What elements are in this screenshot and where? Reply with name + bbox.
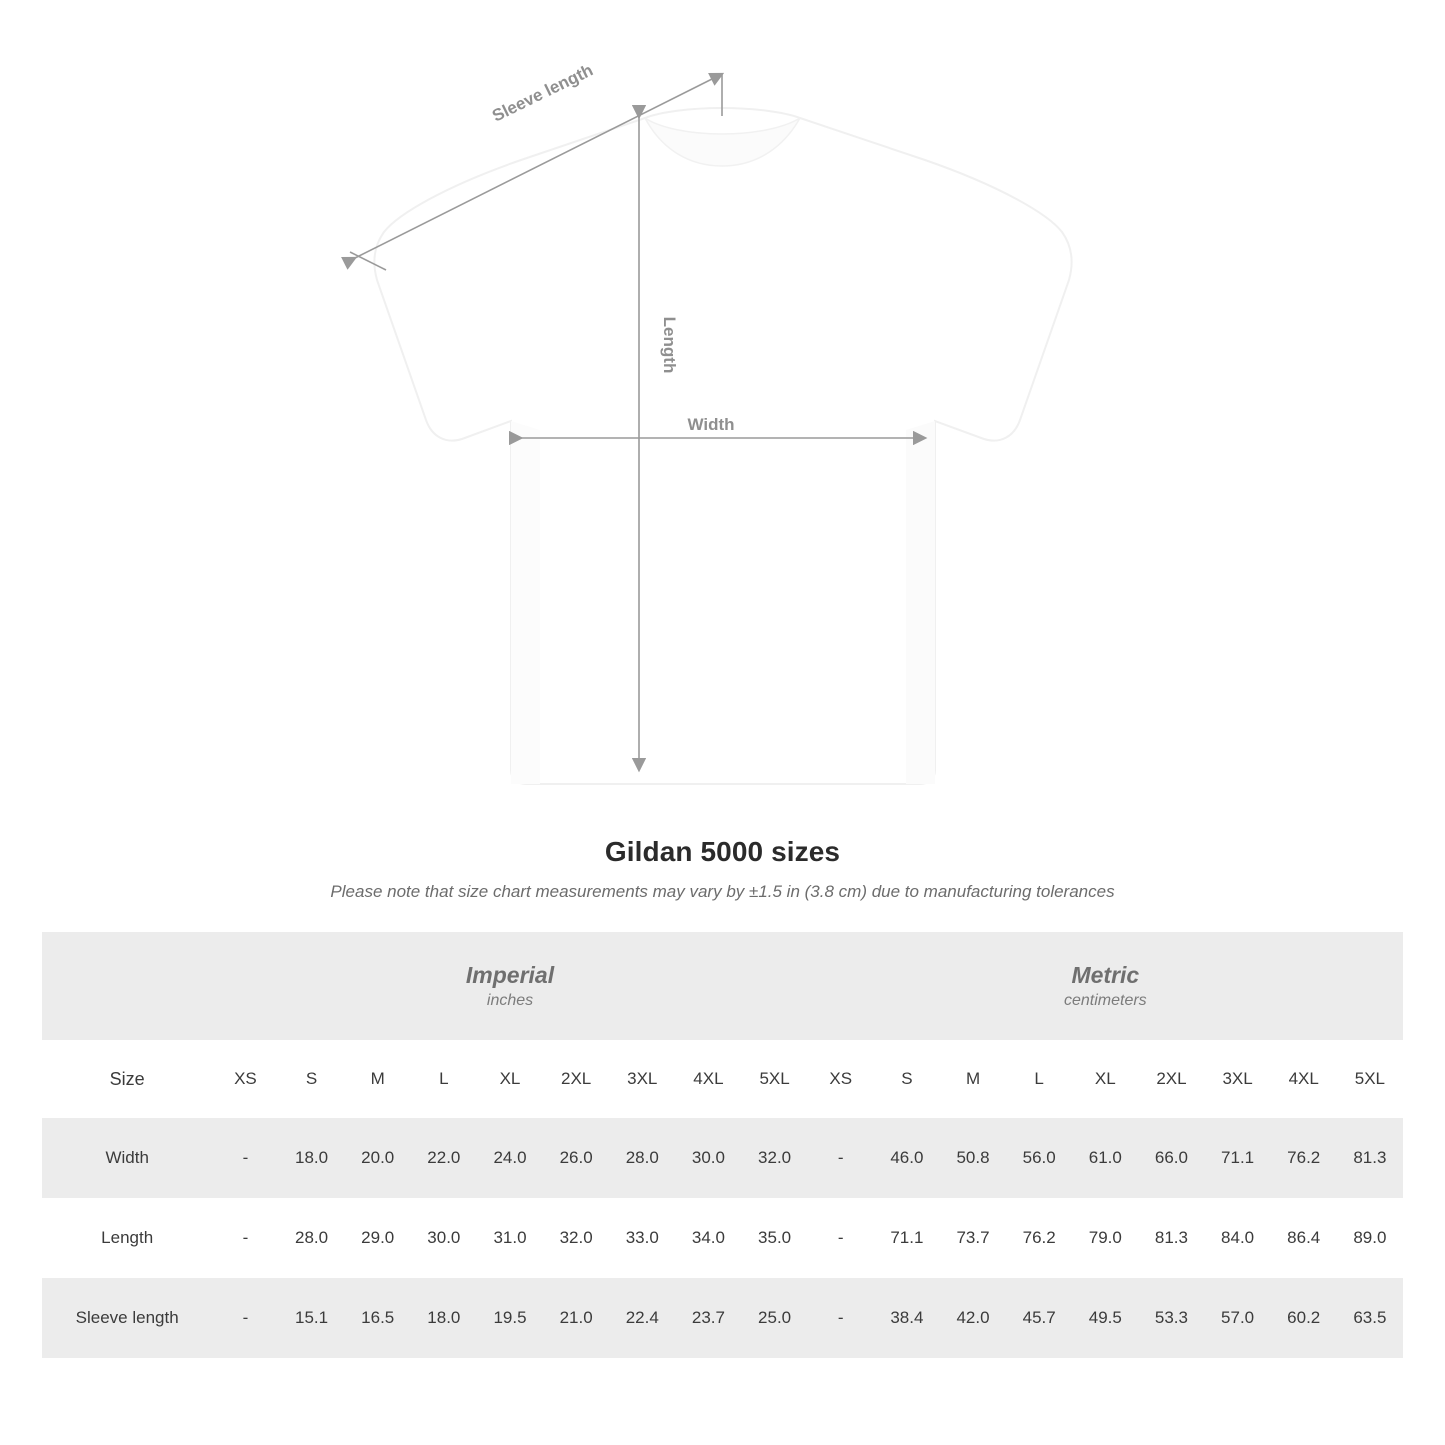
cell-width-imperial-xs: - (212, 1118, 278, 1198)
cell-width-metric-3xl: 71.1 (1205, 1118, 1271, 1198)
cell-width-imperial-xl: 24.0 (477, 1118, 543, 1198)
size-header-metric-5xl: 5XL (1337, 1040, 1403, 1118)
width-label: Width (687, 415, 735, 434)
cell-width-metric-2xl: 66.0 (1138, 1118, 1204, 1198)
chart-header (0, 836, 1445, 902)
cell-width-metric-xs: - (808, 1118, 874, 1198)
unit-header-metric (808, 932, 1403, 1040)
cell-width-metric-s: 46.0 (874, 1118, 940, 1198)
cell-length-metric-s: 71.1 (874, 1198, 940, 1278)
cell-sleeve-metric-4xl: 60.2 (1271, 1278, 1337, 1358)
cell-width-imperial-s: 18.0 (279, 1118, 345, 1198)
unit-header-row (42, 932, 1403, 1040)
cell-length-metric-5xl: 89.0 (1337, 1198, 1403, 1278)
cell-sleeve-imperial-3xl: 22.4 (609, 1278, 675, 1358)
cell-length-imperial-4xl: 34.0 (675, 1198, 741, 1278)
cell-length-metric-m: 73.7 (940, 1198, 1006, 1278)
size-header-metric-3xl: 3XL (1205, 1040, 1271, 1118)
size-header-imperial-xl: XL (477, 1040, 543, 1118)
cell-width-metric-l: 56.0 (1006, 1118, 1072, 1198)
size-header-metric-s: S (874, 1040, 940, 1118)
cell-sleeve-imperial-xs: - (212, 1278, 278, 1358)
cell-sleeve-imperial-5xl: 25.0 (741, 1278, 807, 1358)
cell-sleeve-metric-xl: 49.5 (1072, 1278, 1138, 1358)
size-header-imperial-5xl: 5XL (741, 1040, 807, 1118)
cell-sleeve-metric-3xl: 57.0 (1205, 1278, 1271, 1358)
cell-sleeve-metric-xs: - (808, 1278, 874, 1358)
table-row (42, 1198, 1403, 1278)
tshirt-shape (374, 108, 1071, 784)
unit-name-metric: Metric (1071, 961, 1140, 988)
cell-sleeve-metric-l: 45.7 (1006, 1278, 1072, 1358)
cell-sleeve-imperial-2xl: 21.0 (543, 1278, 609, 1358)
cell-sleeve-metric-2xl: 53.3 (1138, 1278, 1204, 1358)
cell-sleeve-imperial-xl: 19.5 (477, 1278, 543, 1358)
cell-width-metric-xl: 61.0 (1072, 1118, 1138, 1198)
cell-length-metric-l: 76.2 (1006, 1198, 1072, 1278)
unit-header-corner (42, 932, 212, 1040)
cell-width-imperial-4xl: 30.0 (675, 1118, 741, 1198)
size-header-imperial-l: L (411, 1040, 477, 1118)
cell-length-imperial-l: 30.0 (411, 1198, 477, 1278)
chart-note: Please note that size chart measurements may vary by ±1.5 in (3.8 cm) due to manufacturing tolerances (330, 882, 1115, 901)
cell-sleeve-imperial-4xl: 23.7 (675, 1278, 741, 1358)
size-header-label: Size (42, 1040, 212, 1118)
cell-length-imperial-s: 28.0 (279, 1198, 345, 1278)
cell-width-imperial-2xl: 26.0 (543, 1118, 609, 1198)
size-header-metric-4xl: 4XL (1271, 1040, 1337, 1118)
size-header-imperial-3xl: 3XL (609, 1040, 675, 1118)
size-header-metric-m: M (940, 1040, 1006, 1118)
size-header-imperial-m: M (345, 1040, 411, 1118)
cell-width-imperial-5xl: 32.0 (741, 1118, 807, 1198)
size-table-wrap (42, 932, 1403, 1358)
cell-width-metric-5xl: 81.3 (1337, 1118, 1403, 1198)
cell-sleeve-metric-m: 42.0 (940, 1278, 1006, 1358)
cell-sleeve-metric-5xl: 63.5 (1337, 1278, 1403, 1358)
cell-length-metric-3xl: 84.0 (1205, 1198, 1271, 1278)
cell-length-imperial-5xl: 35.0 (741, 1198, 807, 1278)
cell-length-metric-xl: 79.0 (1072, 1198, 1138, 1278)
length-label: Length (660, 316, 679, 374)
size-header-metric-2xl: 2XL (1138, 1040, 1204, 1118)
unit-sub-metric: centimeters (1063, 992, 1147, 1010)
cell-length-imperial-m: 29.0 (345, 1198, 411, 1278)
table-row (42, 1118, 1403, 1198)
cell-sleeve-metric-s: 38.4 (874, 1278, 940, 1358)
row-label-sleeve-length: Sleeve length (42, 1278, 212, 1358)
size-header-metric-l: L (1006, 1040, 1072, 1118)
row-label-width: Width (42, 1118, 212, 1198)
cell-length-metric-4xl: 86.4 (1271, 1198, 1337, 1278)
table-row (42, 1278, 1403, 1358)
cell-width-imperial-m: 20.0 (345, 1118, 411, 1198)
cell-width-metric-4xl: 76.2 (1271, 1118, 1337, 1198)
cell-width-imperial-l: 22.0 (411, 1118, 477, 1198)
cell-sleeve-imperial-l: 18.0 (411, 1278, 477, 1358)
unit-sub-imperial: inches (486, 992, 534, 1010)
cell-length-metric-2xl: 81.3 (1138, 1198, 1204, 1278)
cell-length-imperial-xs: - (212, 1198, 278, 1278)
size-header-metric-xl: XL (1072, 1040, 1138, 1118)
cell-length-metric-xs: - (808, 1198, 874, 1278)
sleeve-length-label: Sleeve length (489, 60, 597, 126)
unit-name-imperial: Imperial (465, 961, 555, 988)
unit-header-imperial (212, 932, 807, 1040)
size-header-metric-xs: XS (808, 1040, 874, 1118)
size-header-imperial-2xl: 2XL (543, 1040, 609, 1118)
cell-length-imperial-xl: 31.0 (477, 1198, 543, 1278)
row-label-length: Length (42, 1198, 212, 1278)
size-header-imperial-4xl: 4XL (675, 1040, 741, 1118)
size-header-imperial-xs: XS (212, 1040, 278, 1118)
cell-length-imperial-3xl: 33.0 (609, 1198, 675, 1278)
cell-sleeve-imperial-s: 15.1 (279, 1278, 345, 1358)
size-header-imperial-s: S (279, 1040, 345, 1118)
cell-width-imperial-3xl: 28.0 (609, 1118, 675, 1198)
cell-width-metric-m: 50.8 (940, 1118, 1006, 1198)
size-table (42, 932, 1403, 1358)
cell-sleeve-imperial-m: 16.5 (345, 1278, 411, 1358)
size-header-row (42, 1040, 1403, 1118)
cell-length-imperial-2xl: 32.0 (543, 1198, 609, 1278)
chart-title: Gildan 5000 sizes (604, 836, 841, 867)
